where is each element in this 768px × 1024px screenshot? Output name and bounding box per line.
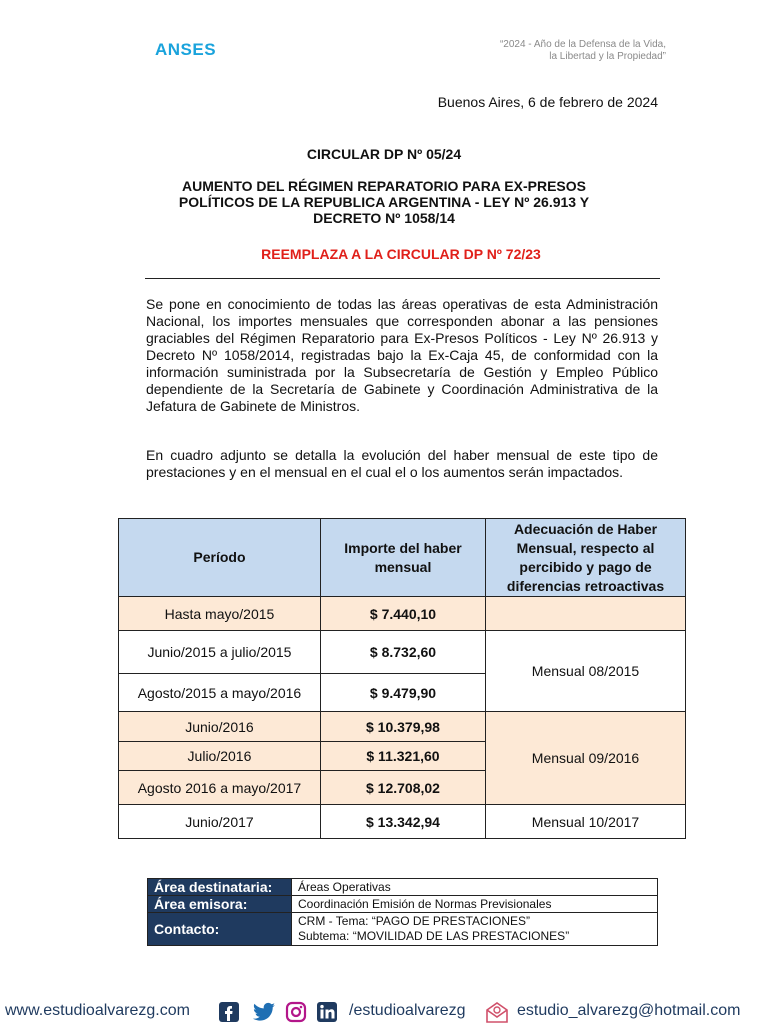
period-cell: Julio/2016 [119,742,321,771]
subject-line-2: POLÍTICOS DE LA REPUBLICA ARGENTINA - LEY Nº 26.913 Y [178,194,590,210]
period-cell: Hasta mayo/2015 [119,597,321,631]
amount-cell: $ 9.479,90 [320,674,485,712]
motto-line-1: “2024 - Año de la Defensa de la Vida, [499,39,666,50]
twitter-icon[interactable] [252,1001,276,1023]
amount-cell: $ 10.379,98 [320,712,485,742]
year-motto [500,39,666,63]
period-cell: Agosto 2016 a mayo/2017 [119,771,321,805]
issuer-label: Área emisora: [148,896,292,913]
contact-value [292,913,658,946]
table-header-row [119,519,686,597]
adjustment-cell: Mensual 10/2017 [486,805,686,839]
contact-line-1: CRM - Tema: “PAGO DE PRESTACIONES” [298,914,531,928]
adjustment-cell-empty [486,597,686,631]
routing-row [148,879,658,896]
circular-number: CIRCULAR DP Nº 05/24 [306,146,462,162]
intro-paragraph: Se pone en conocimiento de todas las áreas operativas de esta Administración Nacional, los importes mensuales que corresponden abonar a las pensiones graciables del Régimen Reparatorio para Ex-Presos Políticos - Ley Nº 26.913 y Decreto Nº 1058/2014, registradas bajo la Ex-Caja 45, de conformidad con la información suministrada por la Subsecretaría de Gestión y Empleo Público dependiente de la Secretaría de Gabinete y Coordinación Administrativa de la Jefatura de Gabinete de Ministros. [146,296,658,414]
amount-cell: $ 12.708,02 [320,771,485,805]
routing-row [148,896,658,913]
contact-line-2: Subtema: “MOVILIDAD DE LAS PRESTACIONES” [298,929,570,943]
website-link[interactable]: www.estudioalvarezg.com [5,1002,190,1019]
header-period: Período [119,519,321,597]
instagram-icon[interactable] [285,1001,307,1023]
anses-logo: ANSES [155,40,217,59]
amount-cell: $ 13.342,94 [320,805,485,839]
amount-cell: $ 11.321,60 [320,742,485,771]
routing-table [147,878,658,946]
motto-line-2: la Libertad y la Propiedad” [549,51,666,62]
period-cell: Agosto/2015 a mayo/2016 [119,674,321,712]
email-link[interactable]: estudio_alvarezg@hotmail.com [517,1002,741,1019]
place-date: Buenos Aires, 6 de febrero de 2024 [437,94,658,110]
header-adjustment: Adecuación de Haber Mensual, respecto al percibido y pago de diferencias retroactivas [486,519,686,597]
period-cell: Junio/2017 [119,805,321,839]
dest-value: Áreas Operativas [292,879,658,896]
period-cell: Junio/2016 [119,712,321,742]
adjustment-cell: Mensual 09/2016 [486,712,686,805]
header-amount: Importe del haber mensual [320,519,485,597]
mail-icon[interactable] [484,1000,510,1024]
divider [145,278,660,279]
amount-cell: $ 8.732,60 [320,631,485,674]
contact-label: Contacto: [148,913,292,946]
table-row [119,631,686,674]
amount-cell: $ 7.440,10 [320,597,485,631]
adjustment-cell: Mensual 08/2015 [486,631,686,712]
footer [0,1000,768,1024]
table-row [119,597,686,631]
detail-paragraph: En cuadro adjunto se detalla la evolución del haber mensual de este tipo de prestaciones y en el mensual en el cual el o los aumentos serán impactados. [146,447,658,480]
subject-line-1: AUMENTO DEL RÉGIMEN REPARATORIO PARA EX-PRESOS [182,178,586,194]
linkedin-icon[interactable] [316,1001,338,1023]
replaces-notice: REEMPLAZA A LA CIRCULAR DP Nº 72/23 [261,246,541,262]
subject-line-3: DECRETO Nº 1058/14 [313,210,455,226]
routing-row [148,913,658,946]
table-row [119,712,686,742]
dest-label: Área destinataria: [148,879,292,896]
circular-subject [150,178,618,226]
table-row [119,805,686,839]
social-handle[interactable]: /estudioalvarezg [349,1002,466,1019]
period-cell: Junio/2015 a julio/2015 [119,631,321,674]
facebook-icon[interactable] [218,1001,240,1023]
amounts-table [118,518,686,839]
issuer-value: Coordinación Emisión de Normas Previsionales [292,896,658,913]
